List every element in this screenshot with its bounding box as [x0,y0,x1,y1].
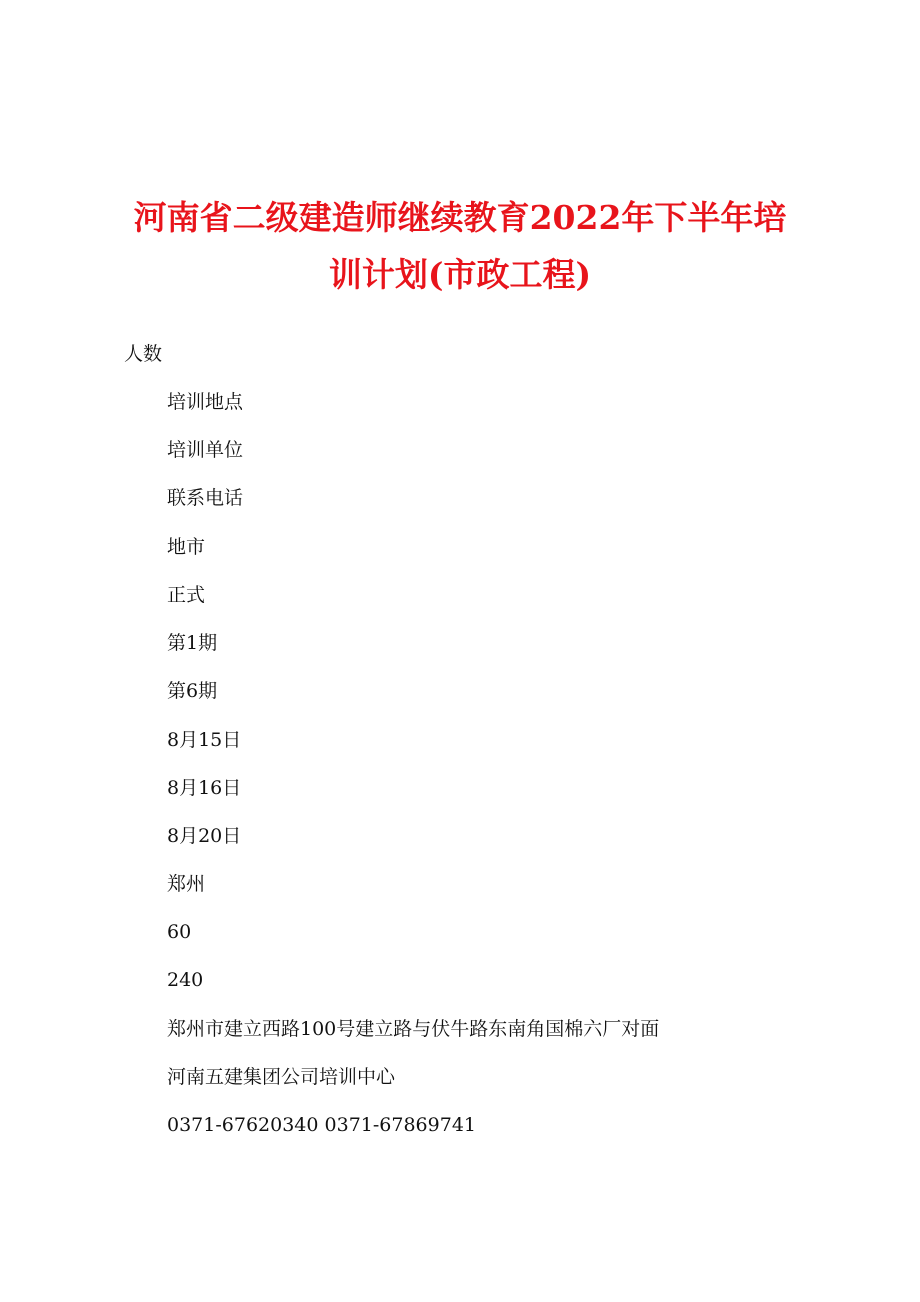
document-title-line-2: 训计划(市政工程) [328,255,592,294]
item-phone-numbers: 0371-67620340 0371-67869741 [167,1114,477,1136]
item-organizer: 河南五建集团公司培训中心 [167,1066,396,1088]
item-contact-phone: 联系电话 [167,487,244,509]
item-city-label: 地市 [167,536,206,558]
item-city-zhengzhou: 郑州 [167,873,206,895]
item-date-aug-15: 8月15日 [167,729,242,751]
item-count-60: 60 [167,921,192,943]
document-title-line-1: 河南省二级建造师继续教育2022年下半年培 [133,198,787,237]
item-date-aug-20: 8月20日 [167,825,242,847]
header-label-renshu: 人数 [124,343,163,365]
item-formal: 正式 [167,584,206,606]
item-training-location: 培训地点 [167,391,244,413]
item-session-6: 第6期 [167,680,218,702]
item-date-aug-16: 8月16日 [167,777,242,799]
item-training-unit: 培训单位 [167,439,244,461]
item-session-1: 第1期 [167,632,218,654]
item-count-240: 240 [167,969,204,991]
item-address: 郑州市建立西路100号建立路与伏牛路东南角国棉六厂对面 [167,1018,660,1040]
